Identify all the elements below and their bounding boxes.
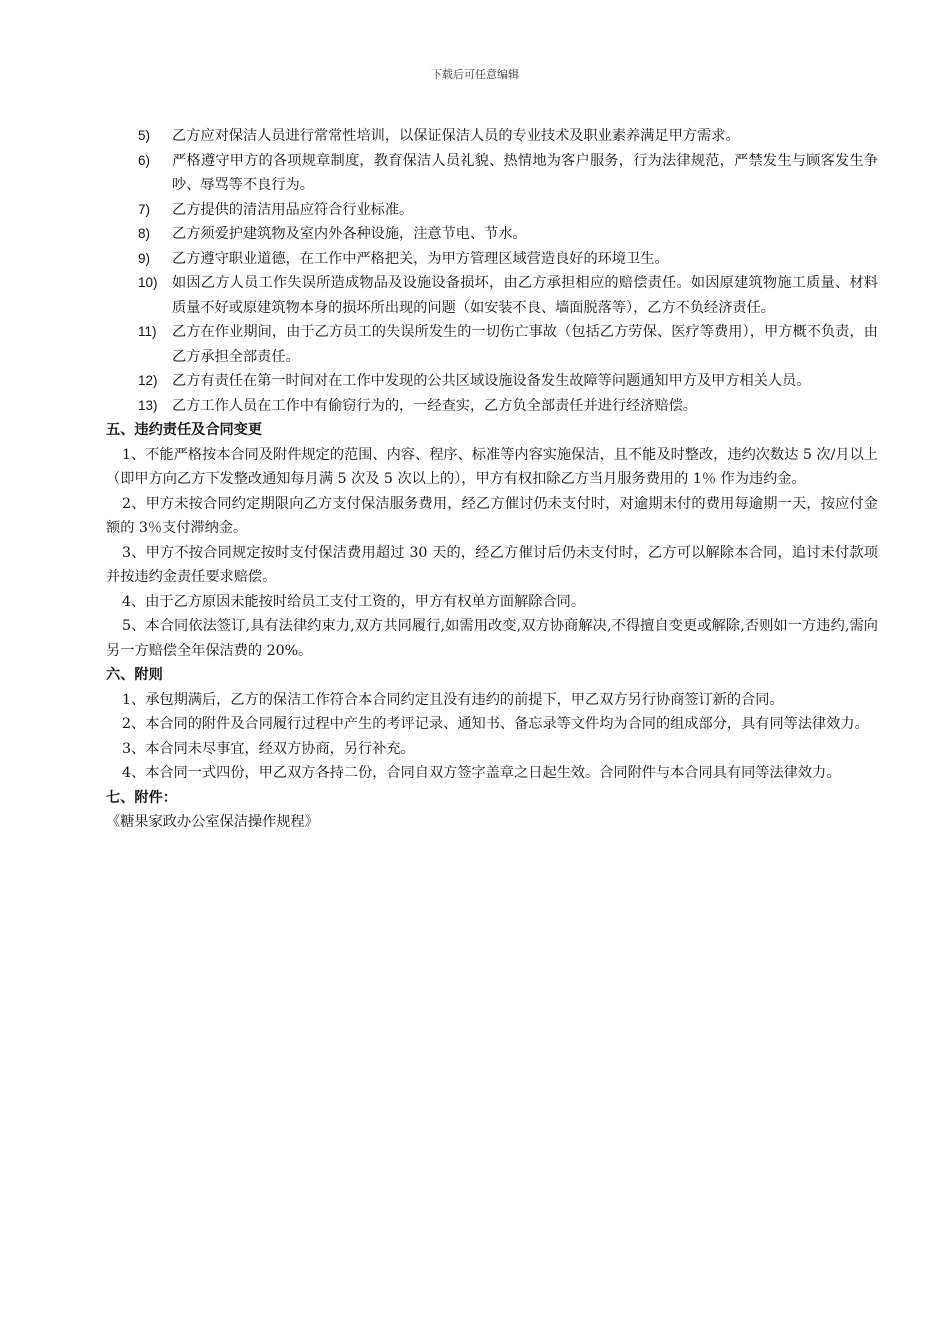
list-text: 乙方须爱护建筑物及室内外各种设施，注意节电、节水。 <box>172 226 527 242</box>
document-body <box>106 124 878 835</box>
list-text: 严格遵守甲方的各项规章制度，教育保洁人员礼貌、热情地为客户服务，行为法律规范，严禁发生与顾客发生争吵、辱骂等不良行为。 <box>172 152 878 193</box>
paragraph <box>106 541 878 590</box>
paragraph-text: 1、承包期满后，乙方的保洁工作符合本合同约定且没有违约的前提下，甲乙双方另行协商签订新的合同。 <box>122 691 784 708</box>
page-header-note: 下载后可任意编辑 <box>431 68 519 81</box>
attachment-title: 《糖果家政办公室保洁操作规程》 <box>106 814 319 830</box>
list-item <box>106 198 878 223</box>
list-number: 5) <box>138 128 151 143</box>
paragraph-text: 3、甲方不按合同规定按时支付保洁费用超过 30 天的，经乙方催讨后仍未支付时，乙方可以解除本合同，追讨未付款项并按违约金责任要求赔偿。 <box>106 544 878 585</box>
list-text: 乙方应对保洁人员进行常常性培训，以保证保洁人员的专业技术及职业素养满足甲方需求。 <box>172 128 740 144</box>
list-text: 乙方遵守职业道德，在工作中严格把关，为甲方管理区域营造良好的环境卫生。 <box>172 250 669 267</box>
paragraph <box>106 492 878 541</box>
paragraph-text: 1、不能严格按本合同及附件规定的范围、内容、程序、标准等内容实施保洁，且不能及时整改，违约次数达 5 次/月以上（即甲方向乙方下发整改通知每月满 5 次及 5 次以上的），甲方有权扣除乙方当月服务费用的 1％ 作为违约金。 <box>106 446 878 487</box>
list-item <box>106 222 878 247</box>
list-number: 12) <box>138 373 158 388</box>
list-item <box>106 394 878 419</box>
list-number: 6) <box>138 152 151 168</box>
list-text: 如因乙方人员工作失误所造成物品及设施设备损坏，由乙方承担相应的赔偿责任。如因原建筑物施工质量、材料质量不好或原建筑物本身的损坏所出现的问题（如安装不良、墙面脱落等），乙方不负经济责任。 <box>172 275 878 316</box>
list-text: 乙方有责任在第一时间对在工作中发现的公共区域设施设备发生故障等问题通知甲方及甲方相关人员。 <box>172 373 811 389</box>
list-item <box>106 369 878 394</box>
list-number: 11) <box>138 324 157 339</box>
list-number: 8) <box>138 226 151 241</box>
paragraph <box>106 590 878 615</box>
list-number: 9) <box>138 250 151 266</box>
paragraph <box>106 443 878 492</box>
list-text: 乙方工作人员在工作中有偷窃行为的，一经查实，乙方负全部责任并进行经济赔偿。 <box>172 397 697 414</box>
paragraph <box>106 712 878 737</box>
paragraph-text: 4、由于乙方原因未能按时给员工支付工资的，甲方有权单方面解除合同。 <box>122 593 586 610</box>
paragraph <box>106 688 878 713</box>
paragraph-text: 3、本合同未尽事宜，经双方协商，另行补充。 <box>122 740 415 757</box>
paragraph <box>106 614 878 663</box>
list-text: 乙方在作业期间，由于乙方员工的失误所发生的一切伤亡事故（包括乙方劳保、医疗等费用），甲方概不负责，由乙方承担全部责任。 <box>172 324 878 365</box>
list-number: 10) <box>138 275 158 290</box>
list-item <box>106 124 878 149</box>
paragraph <box>106 737 878 762</box>
list-item <box>106 320 878 369</box>
section-heading-breach: 五、违约责任及合同变更 <box>106 422 263 438</box>
paragraph-text: 4、本合同一式四份，甲乙双方各持二份，合同自双方签字盖章之日起生效。合同附件与本合同具有同等法律效力。 <box>122 765 841 781</box>
paragraph <box>106 761 878 786</box>
list-number: 7) <box>138 201 151 217</box>
paragraph-text: 2、甲方未按合同约定期限向乙方支付保洁服务费用，经乙方催讨仍未支付时，对逾期未付的费用每逾期一天，按应付金额的 3％支付滞纳金。 <box>106 495 878 536</box>
list-item <box>106 271 878 320</box>
list-number: 13) <box>138 397 158 413</box>
section-heading-supplementary: 六、附则 <box>106 667 163 683</box>
section-heading-attachments: 七、附件： <box>106 789 177 806</box>
paragraph-text: 2、本合同的附件及合同履行过程中产生的考评记录、通知书、备忘录等文件均为合同的组成部分，具有同等法律效力。 <box>122 716 869 732</box>
paragraph-text: 5、本合同依法签订,具有法律约束力,双方共同履行,如需用改变,双方协商解决,不得擅自变更或解除,否则如一方违约,需向另一方赔偿全年保洁费的 20%。 <box>106 618 878 659</box>
list-item <box>106 149 878 198</box>
list-text: 乙方提供的清洁用品应符合行业标准。 <box>172 201 414 218</box>
list-item <box>106 247 878 272</box>
